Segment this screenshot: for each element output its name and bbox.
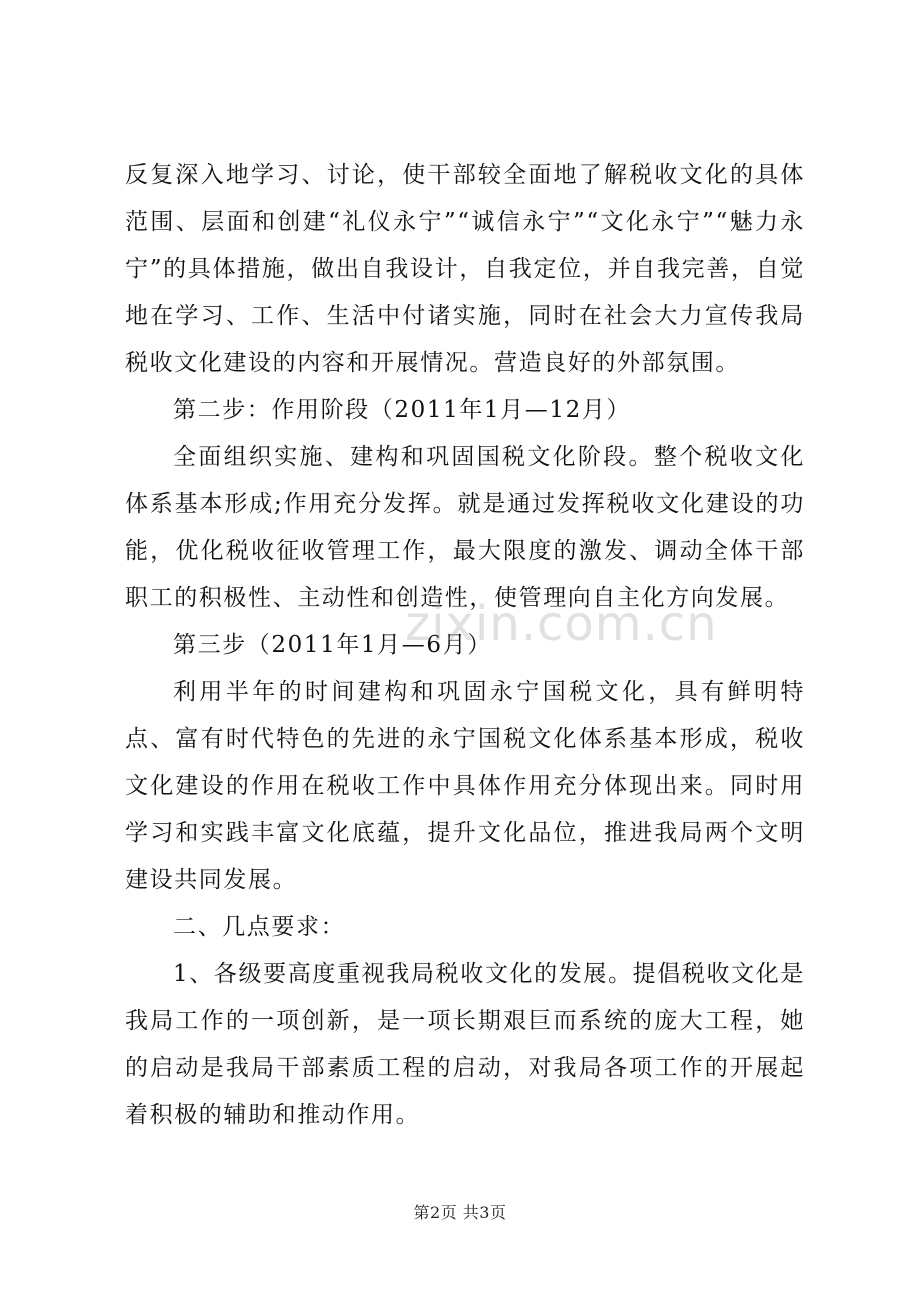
document-body [125, 152, 805, 1139]
watermark: zixin.com.cn [405, 596, 718, 652]
paragraph-2-heading: 第二步：作用阶段（2011年1月—12月） [173, 397, 632, 423]
section-heading-requirements: 二、几点要求： [173, 914, 346, 940]
page-footer: 第2页 共3页 [413, 1203, 507, 1222]
paragraph-7: 1、各级要高度重视我局税收文化的发展。提倡税收文化是我局工作的一项创新，是一项长期艰巨而系统的庞大工程，她的启动是我局干部素质工程的启动，对我局各项工作的开展起着积极的辅助和推动作用。 [125, 961, 805, 1128]
paragraph-1: 反复深入地学习、讨论，使干部较全面地了解税收文化的具体范围、层面和创建“礼仪永宁”“诚信永宁”“文化永宁”“魅力永宁”的具体措施，做出自我设计，自我定位，并自我完善，自觉地在学习、工作、生活中付诸实施，同时在社会大力宣传我局税收文化建设的内容和开展情况。营造良好的外部氛围。 [125, 162, 805, 376]
paragraph-4-heading: 第三步（2011年1月—6月） [173, 632, 492, 658]
paragraph-3: 全面组织实施、建构和巩固国税文化阶段。整个税收文化体系基本形成;作用充分发挥。就是通过发挥税收文化建设的功能，优化税收征收管理工作，最大限度的激发、调动全体干部职工的积极性、主动性和创造性，使管理向自主化方向发展。 [125, 444, 805, 611]
paragraph-5: 利用半年的时间建构和巩固永宁国税文化，具有鲜明特点、富有时代特色的先进的永宁国税文化体系基本形成，税收文化建设的作用在税收工作中具体作用充分体现出来。同时用学习和实践丰富文化底蕴，提升文化品位，推进我局两个文明建设共同发展。 [125, 679, 805, 893]
